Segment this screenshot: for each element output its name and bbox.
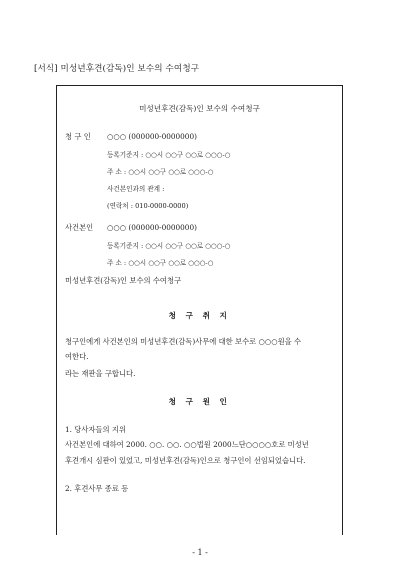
cause-item-2-title: 2. 후견사무 종료 등 xyxy=(65,484,129,493)
claimant-role: 청 구 인 xyxy=(65,132,91,141)
purpose-heading: 청 구 취 지 xyxy=(168,311,231,320)
document-title: 미성년후견(감독)인 보수의 수여청구 xyxy=(139,104,260,113)
claimant-relation: 사건본인과의 관계 : xyxy=(107,185,165,193)
purpose-line-2: 여한다. xyxy=(65,352,89,361)
subject-name: ○○○ (000000-0000000) xyxy=(107,223,197,232)
cause-item-1-line-2: 후견개시 심판이 있었고, 미성년후견(감독)인으로 청구인이 선임되었습니다. xyxy=(65,456,306,465)
claimant-contact: (연락처 : 010-0000-0000) xyxy=(107,202,189,210)
subject-address: 주 소 : ○○시 ○○구 ○○로 ○○○-○ xyxy=(107,259,214,267)
claimant-registered-address: 등록기준지 : ○○시 ○○구 ○○로 ○○○-○ xyxy=(107,151,231,159)
cause-item-1-line-1: 사건본인에 대하여 2000. ○○. ○○. ○○법원 2000느단○○○○호로 미성년 xyxy=(65,440,309,449)
page-number: - 1 - xyxy=(192,548,208,557)
subject-registered-address: 등록기준지 : ○○시 ○○구 ○○로 ○○○-○ xyxy=(107,242,231,250)
claimant-address: 주 소 : ○○시 ○○구 ○○로 ○○○-○ xyxy=(107,168,214,176)
cause-item-1-title: 1. 당사자들의 지위 xyxy=(65,425,126,434)
document-frame xyxy=(56,85,343,535)
cause-heading: 청 구 원 인 xyxy=(168,397,231,406)
case-name: 미성년후견(감독)인 보수의 수여청구 xyxy=(65,276,182,285)
subject-role: 사건본인 xyxy=(65,223,94,232)
purpose-line-3: 라는 재판을 구합니다. xyxy=(65,369,136,378)
claimant-name: ○○○ (000000-0000000) xyxy=(107,132,197,141)
form-label: [서식] 미성년후견(감독)인 보수의 수여청구 xyxy=(34,64,200,74)
purpose-line-1: 청구인에게 사건본인의 미성년후견(감독)사무에 대한 보수로 ○○○원을 수 xyxy=(65,337,302,346)
